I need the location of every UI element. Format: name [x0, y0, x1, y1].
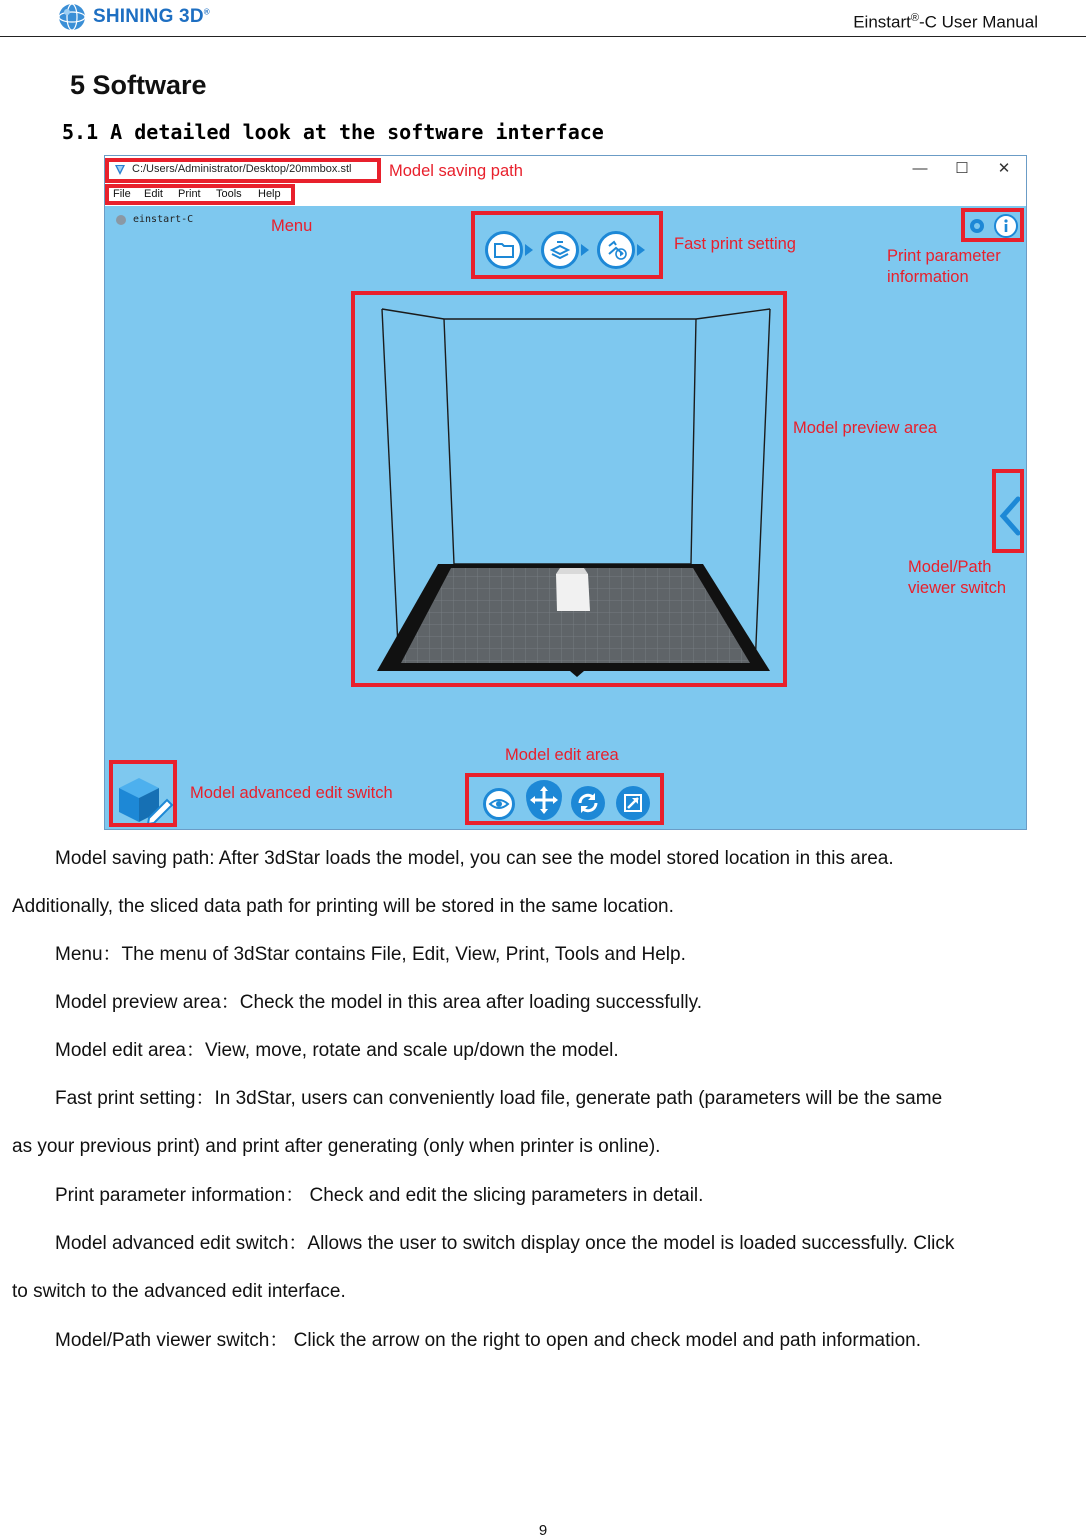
section-title: 5 Software [70, 70, 207, 100]
annotation-box-edit-area [465, 773, 664, 825]
paragraph-model-path-viewer-switch: Model/Path viewer switch： Click the arrow on the right to open and check model and path information. [55, 1330, 922, 1351]
menu-print[interactable]: Print [178, 188, 201, 200]
label-model-preview-area: Model preview area [793, 419, 937, 437]
label-model-saving-path: Model saving path [389, 162, 523, 180]
paragraph-model-advanced-edit-switch: Model advanced edit switch：Allows the user to switch display once the model is loaded successfully. Click to switch to the advanced edit interface. [12, 1233, 955, 1302]
annotation-box-menu [105, 184, 295, 205]
label-fast-print-setting: Fast print setting [674, 235, 796, 253]
menu-edit[interactable]: Edit [144, 188, 163, 200]
annotation-box-advanced-edit [109, 760, 177, 827]
globe-logo-icon [57, 2, 87, 32]
subsection-title: 5.1 A detailed look at the software interface [62, 120, 604, 144]
printer-name: einstart-C [133, 214, 194, 225]
label-menu: Menu [271, 217, 313, 235]
label-model-path-viewer-switch: Model/Path viewer switch [908, 558, 1007, 597]
annotation-box-print-parameter [961, 208, 1024, 242]
label-model-edit-area: Model edit area [505, 746, 619, 764]
paragraph-fast-print-setting: Fast print setting：In 3dStar, users can conveniently load file, generate path (parameters will be the same as your previous print) and print after generating (only when printer is online). [12, 1088, 943, 1157]
menu-file[interactable]: File [113, 188, 131, 200]
paragraph-model-edit-area: Model edit area：View, move, rotate and scale up/down the model. [55, 1040, 619, 1061]
brand-name: SHINING 3D® [93, 6, 210, 27]
brand-logo [57, 2, 210, 32]
paragraph-menu: Menu：The menu of 3dStar contains File, Edit, View, Print, Tools and Help. [55, 944, 686, 965]
label-print-parameter-information: Print parameter information [887, 247, 1001, 286]
annotation-box-saving-path [105, 158, 381, 183]
header-rule [0, 36, 1086, 37]
maximize-button[interactable]: ☐ [955, 160, 969, 177]
paragraph-print-parameter-information: Print parameter information： Check and edit the slicing parameters in detail. [55, 1185, 704, 1206]
model-file-path: C:/Users/Administrator/Desktop/20mmbox.stl [132, 163, 352, 175]
menu-tools[interactable]: Tools [216, 188, 242, 200]
annotation-box-preview-area [351, 291, 787, 687]
annotation-box-viewer-switch [992, 469, 1024, 553]
minimize-button[interactable]: — [912, 160, 928, 177]
page-number: 9 [538, 1522, 548, 1539]
menu-help[interactable]: Help [258, 188, 281, 200]
label-model-advanced-edit-switch: Model advanced edit switch [190, 784, 393, 802]
manual-title: Einstart®-C User Manual [853, 12, 1038, 32]
paragraph-model-saving-path: Model saving path: After 3dStar loads the model, you can see the model stored location in this area. Additionally, the sliced data path for printing will be stored in the same location. [12, 848, 894, 917]
close-button[interactable]: ✕ [997, 160, 1011, 177]
annotation-box-fast-print [471, 211, 663, 279]
paragraph-model-preview-area: Model preview area：Check the model in this area after loading successfully. [55, 992, 703, 1013]
software-screenshot [104, 155, 1027, 830]
